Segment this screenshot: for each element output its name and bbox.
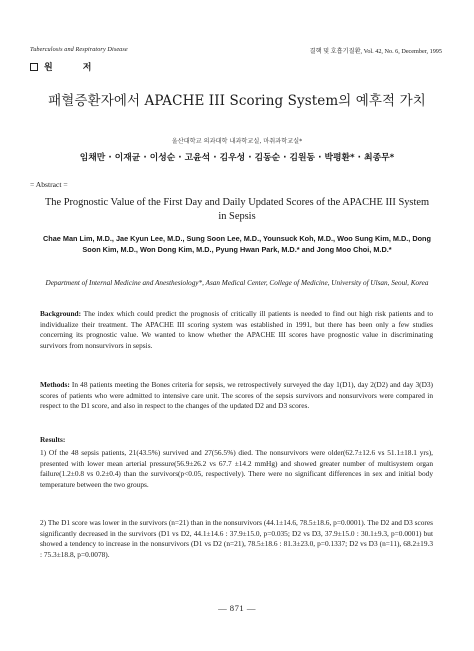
background-text: The index which could predict the prognosis of critically ill patients is needed to find out high risk patients and to individualize their treatment. The APACHE III scoring system was established in 1991, but there has been only a few studies concerning its prognostic value. We wanted to know whether the APACHE III scores have prognostic value in discriminating survivors from nonsurvivors in sepsis. [40, 309, 433, 350]
article-type-word-2: 저 [82, 63, 92, 73]
checkbox-square-icon [30, 63, 38, 71]
methods-paragraph [40, 380, 433, 412]
background-paragraph [40, 309, 433, 351]
abstract-label: = Abstract = [30, 180, 68, 189]
results-paragraph-1: 1) Of the 48 sepsis patients, 21(43.5%) survived and 27(56.5%) died. The nonsurvivors were older(62.7±12.6 vs 51.1±18.1 yrs), presented with lower mean arterial pressure(56.9±26.2 vs 67.7 ±14.2 mmHg) and showed greater number of multisystem organ failure(1.2±0.8 vs 0.2±0.4) than the survivors(p<0.05, respectively). There were no significant differences in sex and initial body temperature between the two groups. [40, 448, 433, 489]
journal-name: Tuberculosis and Respiratory Disease [30, 46, 128, 53]
page-number: — 871 — [218, 603, 256, 613]
department-affiliation: Department of Internal Medicine and Anesthesiology*, Asan Medical Center, College of Medicine, University of Ulsan, Seoul, Korea [45, 279, 429, 287]
korean-title: 패혈증환자에서 APACHE III Scoring System의 예후적 가치 [48, 93, 426, 109]
methods-heading: Methods: [40, 380, 70, 389]
methods-text: In 48 patients meeting the Bones criteria for sepsis, we retrospectively surveyed the day 1(D1), day 2(D2) and day 3(D3) scores of patients who were admitted to intensive care unit. The scores of the sepsis survivors and nonsurvivors were compared in respect to the D1 score, and also in respect to the changes of the updated D2 and D3 scores. [40, 380, 433, 411]
korean-authors: 임채만 · 이재균 · 이성순 · 고윤석 · 김우성 · 김동순 · 김원동 · 박평환* · 최종무* [79, 153, 395, 163]
english-title: The Prognostic Value of the First Day and Daily Updated Scores of the APACHE III System in Sepsis [44, 197, 430, 222]
korean-affiliation: 울산대학교 의과대학 내과학교실, 마취과학교실* [171, 138, 303, 145]
article-type-label [30, 60, 91, 73]
results-paragraph-2: 2) The D1 score was lower in the survivors (n=21) than in the nonsurvivors (44.1±14.6, 78.5±18.6, p=0.0001). The D2 and D3 scores significantly decreased in the survivors (D1 vs D2, 44.1±14.6 : 37.9±15.0, p=0.035; D2 vs D3, 37.9±15.0 : 30.1±9.3, p=0.0001) but showed a tendency to increase in the nonsurvivors (D1 vs D2 (n=21), 78.5±18.6 : 81.3±23.0, p=0.1337; D2 vs D3 (n=11), 68.2±19.3 : 75.3±18.8, p=0.0078). [40, 518, 433, 559]
article-type-word-1: 원 [44, 63, 53, 73]
journal-citation: 결핵 및 호흡기질환, Vol. 42, No. 6, December, 1995 [309, 48, 442, 55]
background-heading: Background: [40, 309, 82, 318]
english-authors: Chae Man Lim, M.D., Jae Kyun Lee, M.D., Sung Soon Lee, M.D., Younsuck Koh, M.D., Woo Sung Kim, M.D., Dong Soon Kim, M.D., Won Dong Kim, M.D., Pyung Hwan Park, M.D.* and Jong Moo Choi, M.D.* [43, 234, 431, 254]
results-heading: Results: [40, 435, 66, 444]
